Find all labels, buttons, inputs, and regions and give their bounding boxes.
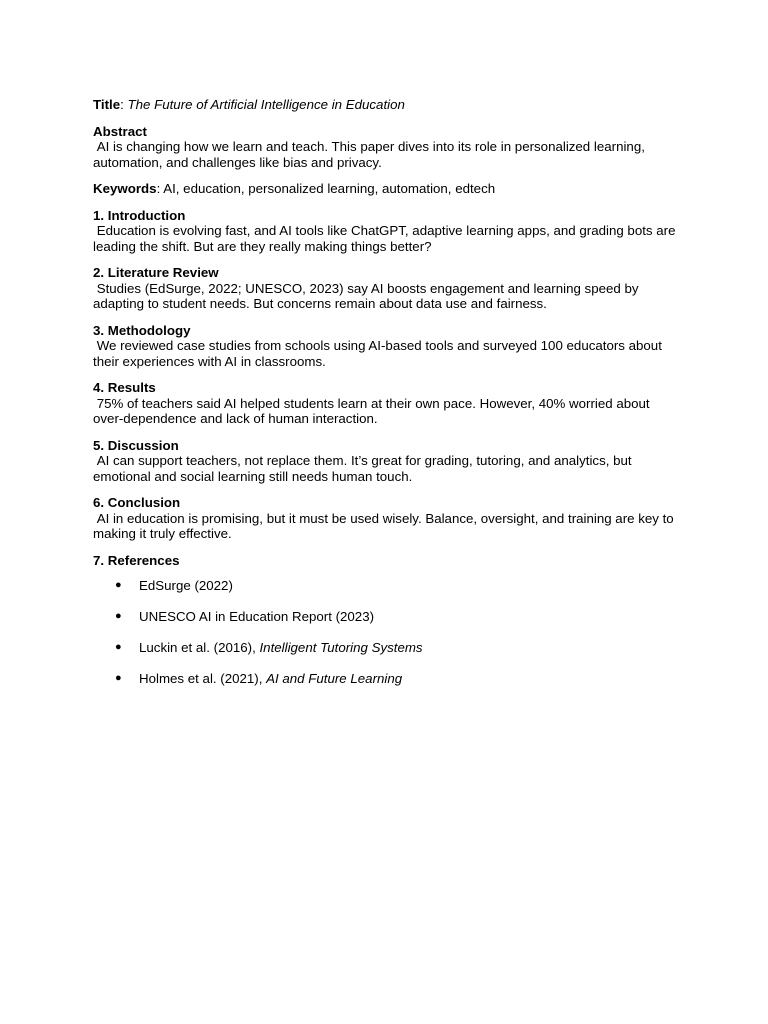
title-text: The Future of Artificial Intelligence in Education [127,97,405,112]
references-list [93,578,683,686]
reference-title: AI and Future Learning [266,670,403,686]
section-heading: 5. Discussion [93,437,179,453]
keywords-line [93,181,683,197]
section-heading: 4. Results [93,380,156,395]
bullet-icon: ● [115,640,122,653]
bullet-icon: ● [115,671,122,684]
section-results [93,380,683,427]
title-label: Title [93,97,121,112]
reference-item [93,578,683,594]
section-text: Education is evolving fast, and AI tools like ChatGPT, adaptive learning apps, and grading bots are leading the shift. But are they really making things better? [93,223,680,254]
section-heading: 3. Methodology [93,322,191,338]
reference-item [93,671,683,687]
section-methodology [93,323,683,370]
document-page [93,97,683,702]
section-references [93,553,683,687]
title-separator: : [120,97,128,112]
bullet-icon: ● [115,579,122,591]
section-heading: 6. Conclusion [93,495,181,510]
section-text: We reviewed case studies from schools using AI-based tools and surveyed 100 educators about their experiences with AI in classrooms. [93,338,666,369]
section-literature-review [93,265,683,312]
section-text: Studies (EdSurge, 2022; UNESCO, 2023) say AI boosts engagement and learning speed by adapting to student needs. But concerns remain about data use and fairness. [93,280,643,311]
reference-text: Holmes et al. (2021), [139,670,267,686]
section-introduction [93,208,683,255]
keywords-label: Keywords [93,181,157,196]
references-heading: 7. References [93,552,180,568]
bullet-icon: ● [115,609,122,622]
abstract-heading: Abstract [93,123,147,139]
section-heading: 1. Introduction [93,207,186,223]
reference-text: UNESCO AI in Education Report (2023) [139,608,375,624]
section-heading: 2. Literature Review [93,265,219,280]
keywords-text: AI, education, personalized learning, automation, edtech [163,181,496,196]
reference-text: EdSurge (2022) [139,578,233,593]
section-discussion [93,438,683,485]
document-title [93,97,683,113]
abstract-section [93,124,683,171]
section-text: 75% of teachers said AI helped students learn at their own pace. However, 40% worried about over-dependence and lack of human interaction. [93,395,654,426]
abstract-text: AI is changing how we learn and teach. This paper dives into its role in personalized learning, automation, and challenges like bias and privacy. [93,139,649,170]
section-conclusion [93,495,683,542]
reference-text: Luckin et al. (2016), [139,639,260,655]
section-text: AI can support teachers, not replace them. It’s great for grading, tutoring, and analytics, but emotional and social learning still needs human touch. [93,453,636,484]
keywords-separator: : [156,181,164,196]
section-text: AI in education is promising, but it must be used wisely. Balance, oversight, and training are key to making it truly effective. [93,510,678,541]
reference-title: Intelligent Tutoring Systems [259,639,423,655]
reference-item [93,640,683,656]
reference-item [93,609,683,625]
